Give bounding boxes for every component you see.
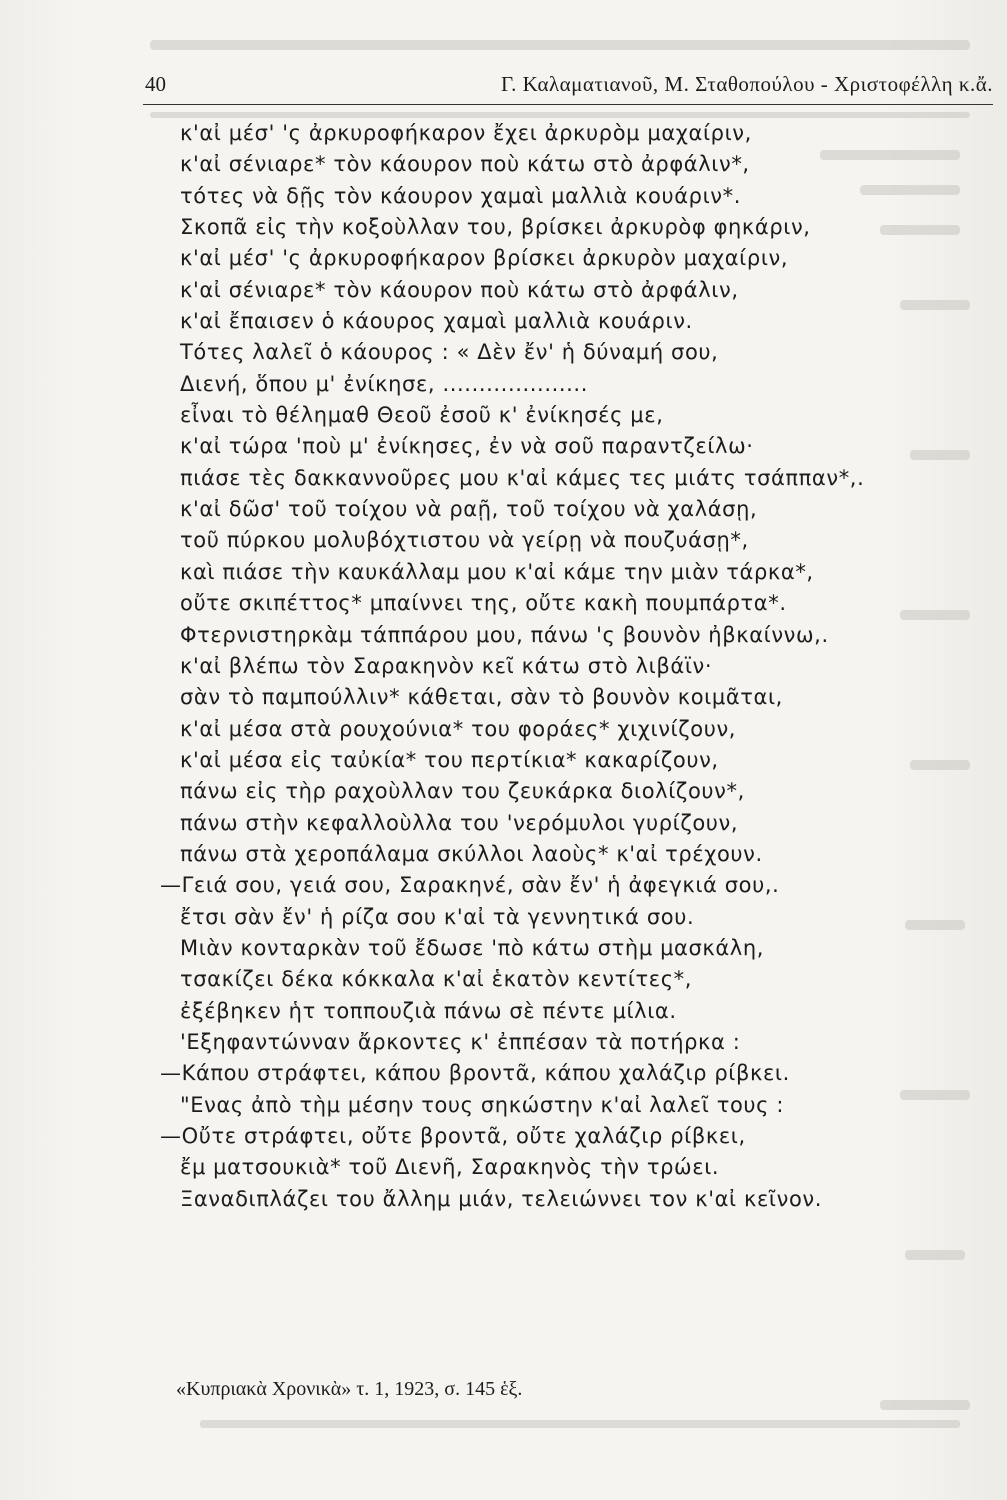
poem-line: κ'αἰ τώρα 'ποὺ μ' ἐνίκησες, ἐν νὰ σοῦ παραντζείλω· <box>180 434 754 459</box>
poem-line: οὔτε σκιπέττος* μπαίννει της, οὔτε κακὴ πουμπάρτα*. <box>180 591 787 616</box>
poem-line: πάνω στὴν κεφαλλοὺλλα του 'νερόμυλοι γυρίζουν, <box>180 810 739 835</box>
poem-line: "Ενας ἀπὸ τὴμ μέσην τους σηκώστην κ'αἰ λαλεῖ τους : <box>180 1092 785 1117</box>
poem-line: καὶ πιάσε τὴν καυκάλλαμ μου κ'αἰ κάμε την μιὰν τάρκα*, <box>180 559 814 584</box>
poem-line: εἶναι τὸ θέλημαθ Θεοῦ ἐσοῦ κ' ἐνίκησές με, <box>180 403 664 428</box>
poem-line: Σκοπᾶ εἰς τὴν κοξοὺλλαν του, βρίσκει ἀρκυρὸφ φηκάριν, <box>180 215 811 240</box>
poem-line: Φτερνιστηρκὰμ τάππάρου μου, πάνω 'ς βουνὸν ἠβκαίννω,. <box>180 622 829 647</box>
running-head-authors: Γ. Καλαματιανοῦ, Μ. Σταθοπούλου - Χριστοφέλλη κ.ἄ. <box>500 72 993 96</box>
source-citation: «Κυπριακὰ Χρονικὰ» τ. 1, 1923, σ. 145 ἑξ. <box>176 1378 523 1400</box>
poem-line: Διενή, ὅπου μ' ἐνίκησε, .................... <box>180 371 588 396</box>
poem-line: κ'αἰ ἔπαισεν ὁ κάουρος χαμαὶ μαλλιὰ κουάριν. <box>180 309 693 334</box>
poem-line: ἔμ ματσουκιὰ* τοῦ Διενῆ, Σαρακηνὸς τὴν τρώει. <box>180 1155 720 1180</box>
running-header <box>143 70 993 105</box>
poem-line: 'Εξηφαντώνναν ἄρκοντες κ' ἐππέσαν τὰ ποτήρκα : <box>180 1029 741 1054</box>
poem-line: πιάσε τὲς δακκαννοῦρες μου κ'αἰ κάμες τες μιάτς τσάππαν*,. <box>180 465 865 490</box>
poem-line: κ'αἰ μέσα εἰς ταὐκία* του περτίκια* κακαρίζουν, <box>180 747 719 772</box>
poem-line: κ'αἰ μέσ' 'ς ἀρκυροφήκαρον βρίσκει ἀρκυρὸν μαχαίριν, <box>180 246 789 271</box>
poem-line: τσακίζει δέκα κόκκαλα κ'αἰ ἑκατὸν κεντίτες*, <box>180 967 693 992</box>
poem-line: Μιὰν κονταρκὰν τοῦ ἔδωσε 'πὸ κάτω στὴμ μασκάλη, <box>180 935 765 960</box>
poem-line: —Οὔτε στράφτει, οὔτε βροντᾶ, οὔτε χαλάζιρ ρίβκει, <box>160 1124 746 1148</box>
poem-line: πάνω στὰ χεροπάλαμα σκύλλοι λαοὺς* κ'αἰ τρέχουν. <box>180 841 763 866</box>
poem-line: Ξαναδιπλάζει του ἄλλημ μιάν, τελειώννει τον κ'αἰ κεῖνον. <box>180 1186 823 1211</box>
poem-line: πάνω εἰς τὴρ ραχοὺλλαν του ζευκάρκα διολίζουν*, <box>180 779 745 804</box>
page-number: 40 <box>145 72 166 96</box>
poem-line: —Γειά σου, γειά σου, Σαρακηνέ, σὰν ἔν' ἡ ἀφεγκιά σου,. <box>160 873 780 898</box>
poem-line: κ'αἰ μέσα στὰ ρουχούνια* του φοράες* χιχινίζουν, <box>180 716 737 741</box>
poem-line: κ'αἰ βλέπω τὸν Σαρακηνὸν κεῖ κάτω στὸ λιβάϊν· <box>180 653 713 678</box>
poem-line: Τότες λαλεῖ ὁ κάουρος : « Δὲν ἔν' ἡ δύναμή σου, <box>180 340 719 365</box>
poem-line: κ'αἰ σένιαρε* τὸν κάουρον ποὺ κάτω στὸ ἀρφάλιν*, <box>180 152 750 177</box>
poem-line: σὰν τὸ παμπούλλιν* κάθεται, σὰν τὸ βουνὸν κοιμᾶται, <box>180 685 783 710</box>
poem-line: ἐξέβηκεν ἡτ τοππουζιὰ πάνω σὲ πέντε μίλια. <box>180 998 677 1023</box>
poem-body <box>160 118 960 1215</box>
poem-line: —Κάπου στράφτει, κάπου βροντᾶ, κάπου χαλάζιρ ρίβκει. <box>160 1061 790 1086</box>
poem-line: κ'αἰ μέσ' 'ς ἀρκυροφήκαρον ἔχει ἀρκυρὸμ μαχαίριν, <box>180 121 752 145</box>
poem-line: τοῦ πύρκου μολυβόχτιστου νὰ γείρῃ νὰ πουζυάσῃ*, <box>180 528 749 553</box>
poem-line: κ'αἰ δῶσ' τοῦ τοίχου νὰ ραῇ, τοῦ τοίχου νὰ χαλάσῃ, <box>180 497 758 522</box>
poem-line: κ'αἰ σένιαρε* τὸν κάουρον ποὺ κάτω στὸ ἀρφάλιν, <box>180 277 739 302</box>
poem-line: ἔτσι σὰν ἔν' ἡ ρίζα σου κ'αἰ τὰ γεννητικά σου. <box>180 904 695 929</box>
poem-line: τότες νὰ δῇς τὸν κάουρον χαμαὶ μαλλιὰ κουάριν*. <box>180 183 741 208</box>
